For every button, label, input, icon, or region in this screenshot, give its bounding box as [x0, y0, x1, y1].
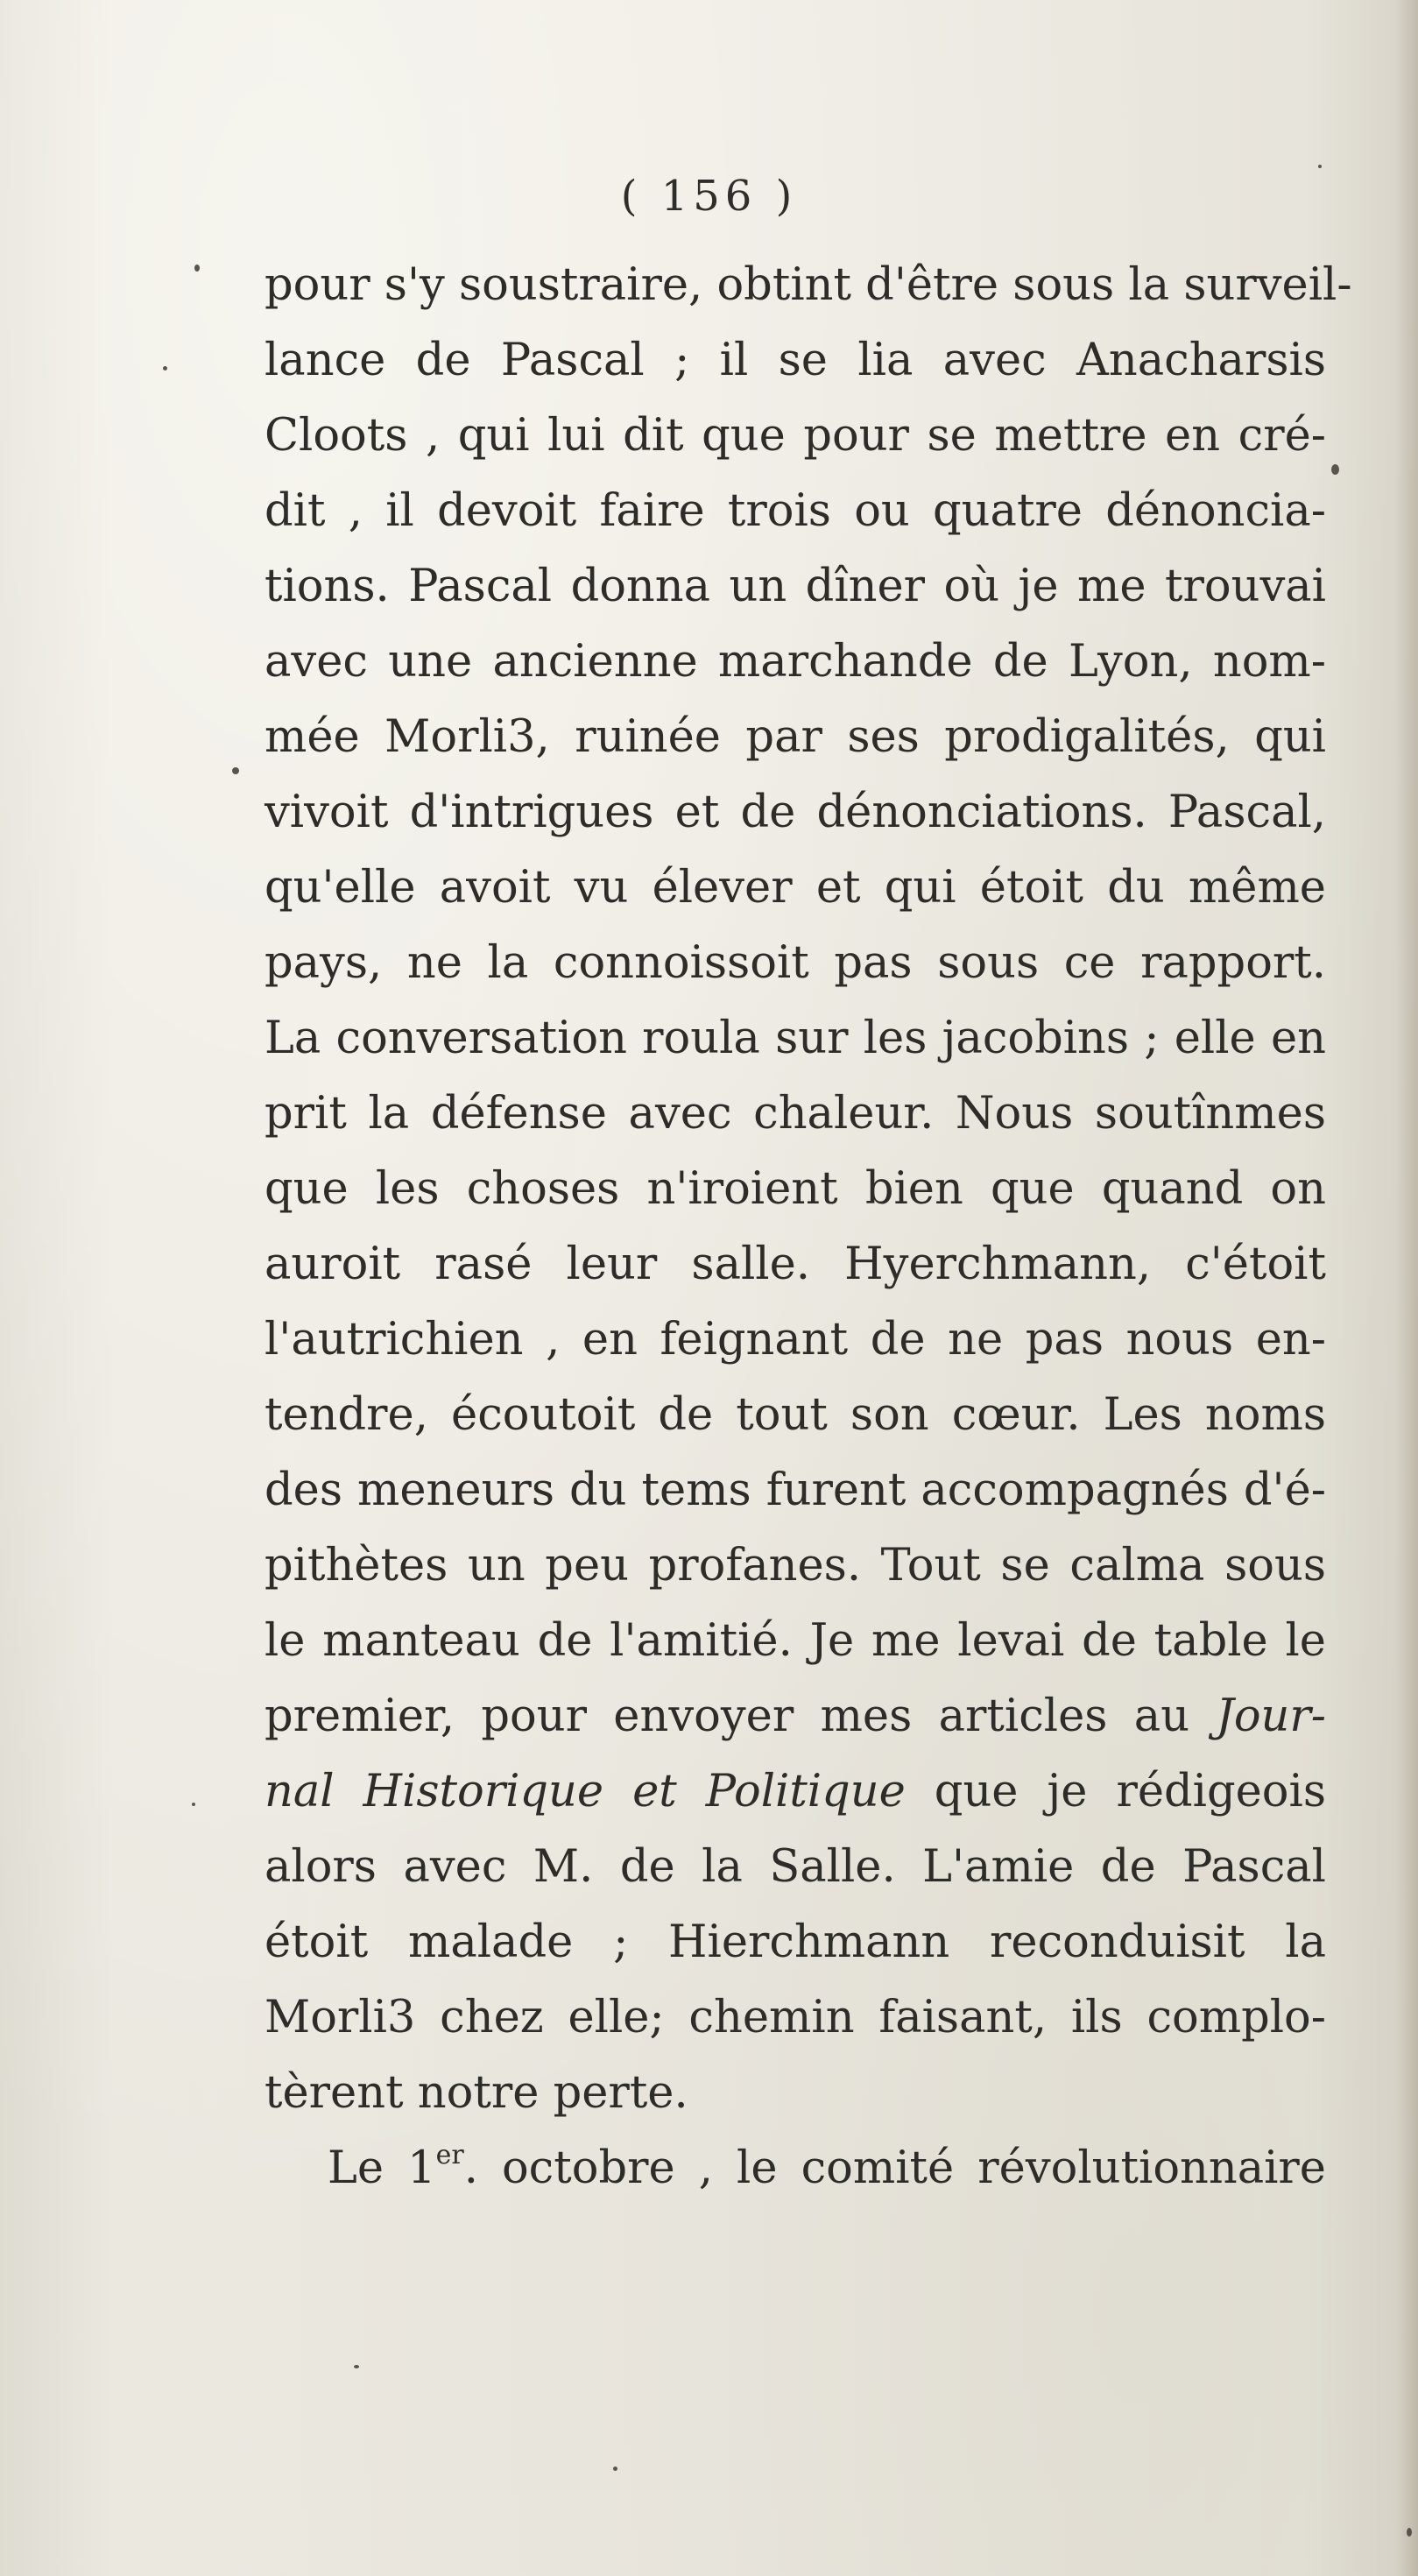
paper-speck — [163, 366, 167, 371]
text-line: auroit rasé leur salle. Hyerchmann, c'étoit — [265, 1239, 1326, 1290]
text-line: Cloots , qui lui dit que pour se mettre en cré- — [265, 410, 1326, 462]
text-line: des meneurs du tems furent accompagnés d'é- — [265, 1464, 1326, 1516]
paper-speck — [613, 2467, 617, 2471]
text-line: que les choses n'iroient bien que quand on — [265, 1163, 1326, 1215]
text-line: dit , il devoit faire trois ou quatre dénoncia- — [265, 485, 1326, 537]
text-line — [265, 1679, 1326, 1754]
ordinal-superscript: er — [435, 2140, 464, 2170]
text-span: Le 1 — [328, 2142, 436, 2194]
text-span: premier, pour envoyer mes articles au — [265, 1690, 1190, 1742]
text-line: avec une ancienne marchande de Lyon, nom- — [265, 636, 1326, 688]
italic-journal-title: nal Historique et Politique — [265, 1766, 906, 1817]
paragraph-start-line — [265, 2131, 1326, 2206]
text-line: qu'elle avoit vu élever et qui étoit du même — [265, 862, 1326, 914]
text-line: Morli3 chez elle; chemin faisant, ils complo- — [265, 1992, 1326, 2043]
text-line: mée Morli3, ruinée par ses prodigalités, qui — [265, 711, 1326, 763]
body-text — [265, 248, 1352, 2206]
text-line: pays, ne la connoissoit pas sous ce rapport. — [265, 937, 1326, 989]
text-line: l'autrichien , en feignant de ne pas nous en- — [265, 1314, 1326, 1366]
text-line: La conversation roula sur les jacobins ; elle en — [265, 1013, 1326, 1064]
paper-speck — [1331, 464, 1339, 475]
text-line: tions. Pascal donna un dîner où je me trouvai — [265, 561, 1326, 612]
page-number: ( 156 ) — [620, 172, 798, 221]
text-line: alors avec M. de la Salle. L'amie de Pascal — [265, 1841, 1326, 1893]
text-span: . octobre , le comité révolutionnaire — [463, 2142, 1326, 2194]
italic-title-fragment: Jour- — [1216, 1690, 1326, 1742]
paper-speck — [192, 1803, 195, 1806]
page-edge-shadow — [1395, 0, 1418, 2576]
text-line: prit la défense avec chaleur. Nous soutînmes — [265, 1088, 1326, 1140]
paragraph-end-line: tèrent notre perte. — [265, 2067, 688, 2119]
text-line: le manteau de l'amitié. Je me levai de table le — [265, 1615, 1326, 1667]
text-line — [265, 1754, 1326, 1830]
paper-speck — [354, 2365, 359, 2368]
text-line: lance de Pascal ; il se lia avec Anacharsis — [265, 335, 1326, 386]
text-line: vivoit d'intrigues et de dénonciations. Pascal, — [265, 787, 1326, 838]
text-line: pithètes un peu profanes. Tout se calma sous — [265, 1540, 1326, 1591]
text-line: pour s'y soustraire, obtint d'être sous la surveil- — [265, 259, 1352, 311]
text-line: tendre, écoutoit de tout son cœur. Les noms — [265, 1389, 1326, 1441]
paper-speck — [1407, 2528, 1412, 2537]
paper-speck — [1318, 165, 1322, 168]
text-span: que je rédigeois — [934, 1766, 1326, 1817]
paper-speck — [194, 265, 200, 272]
text-line: étoit malade ; Hierchmann reconduisit la — [265, 1916, 1326, 1968]
paper-speck — [232, 767, 239, 774]
